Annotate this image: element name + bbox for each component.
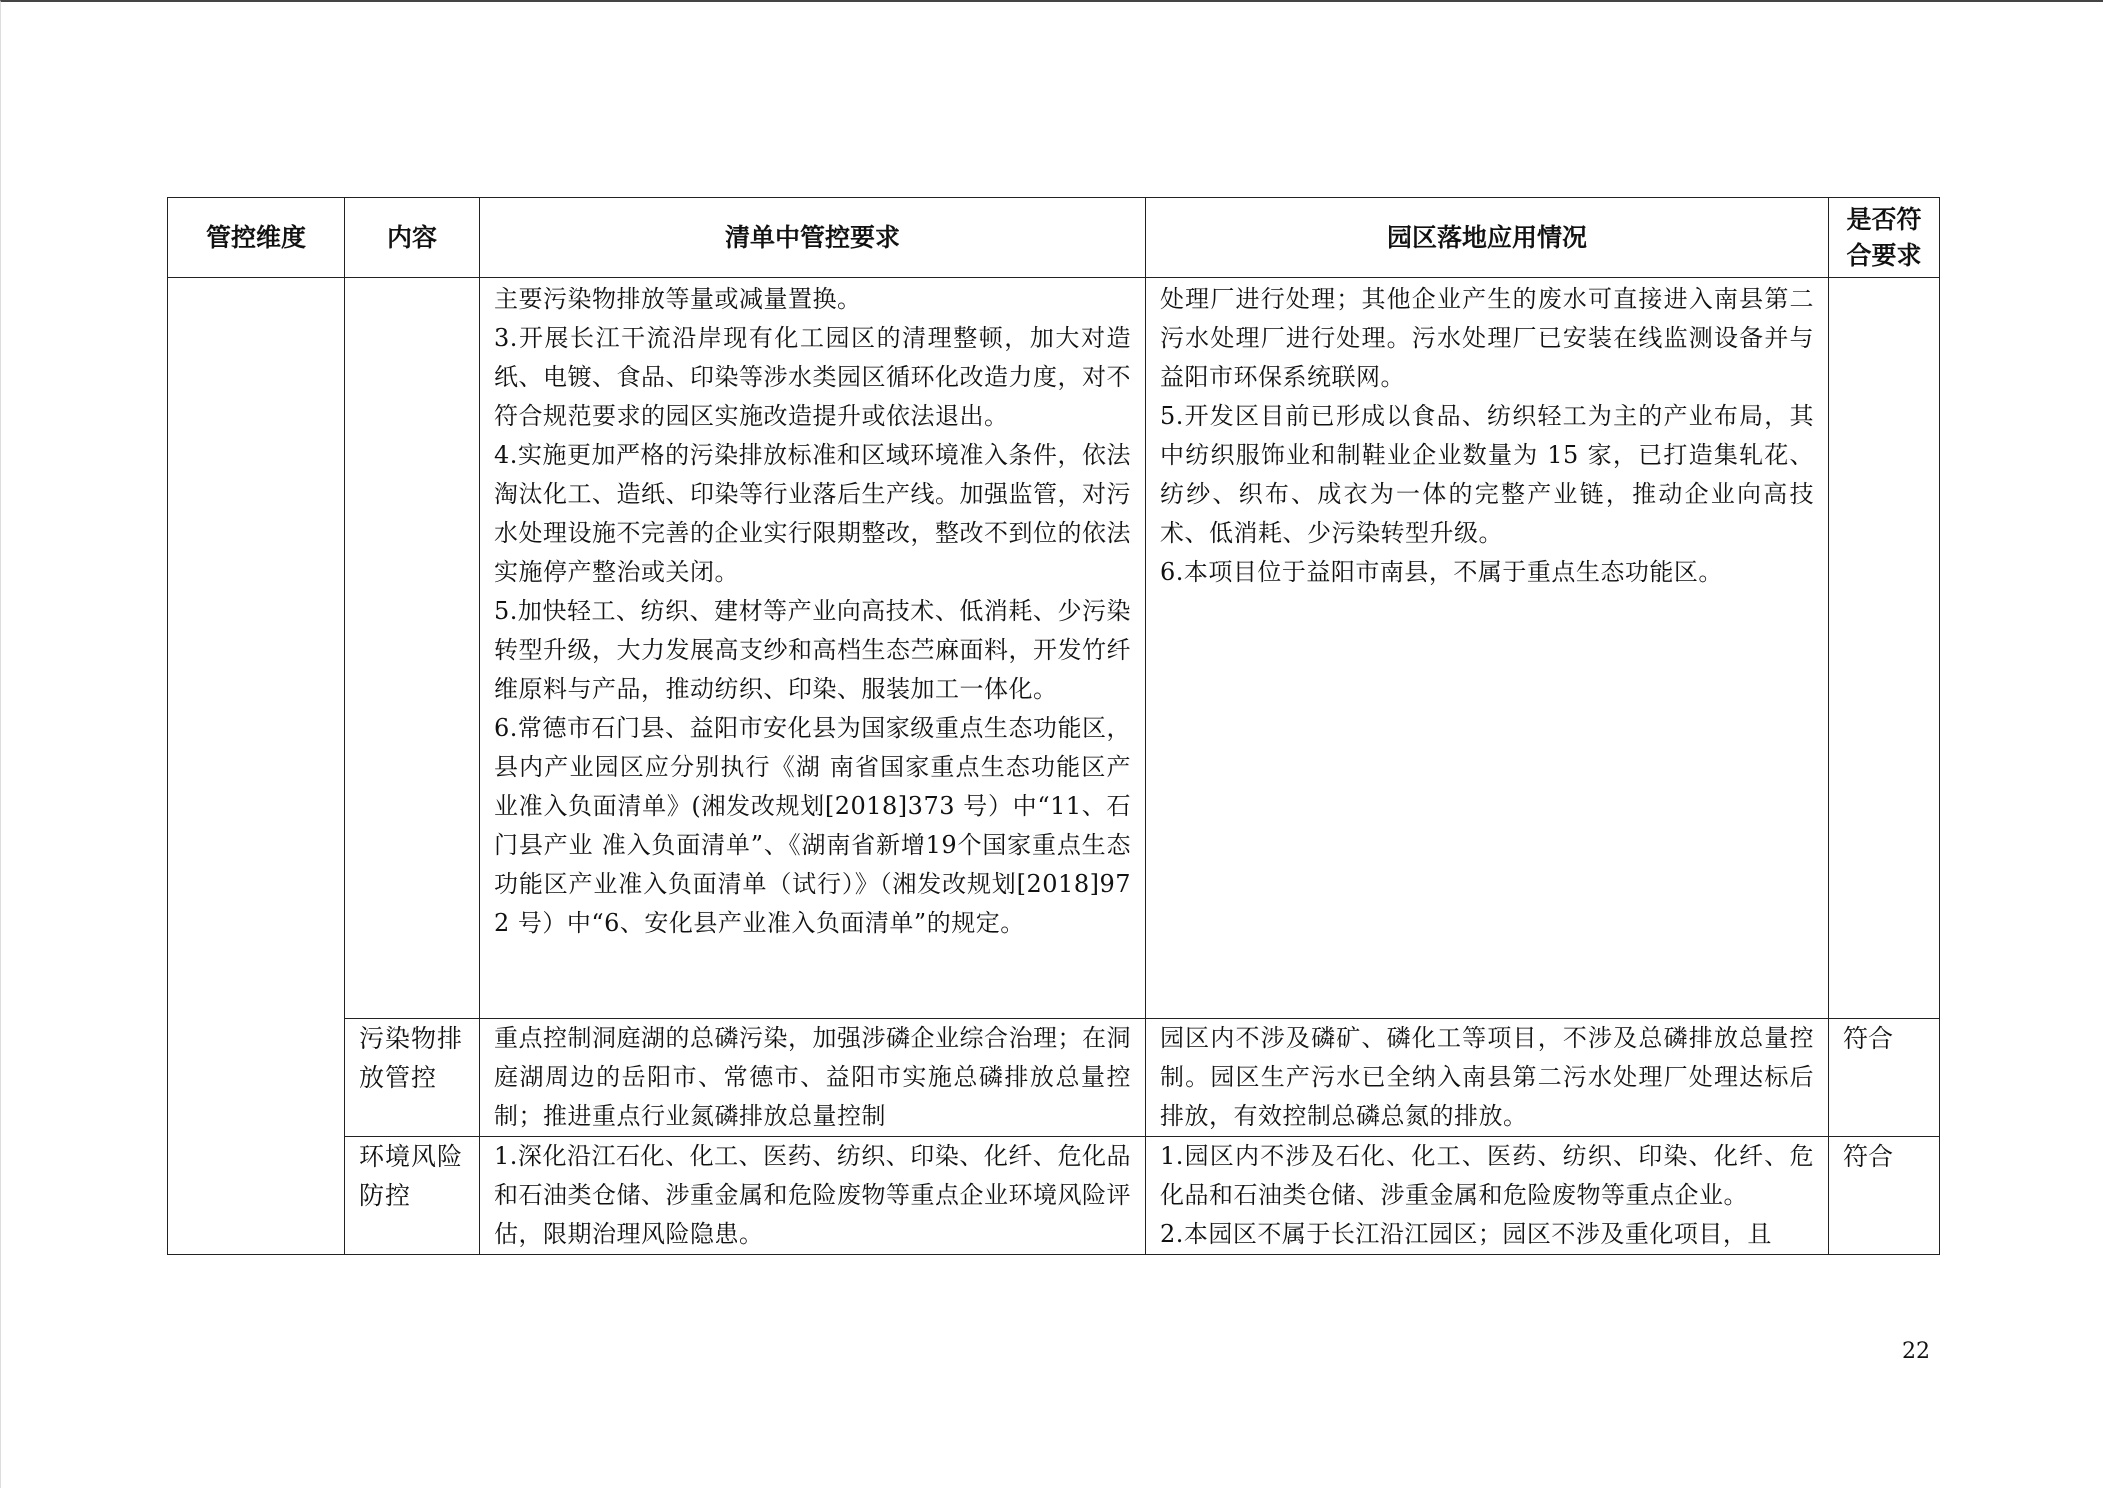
compliance-cell: [1829, 278, 1940, 1019]
compliance-status: 符合: [1843, 1024, 1894, 1053]
application-paragraph: 1.园区内不涉及石化、化工、医药、纺织、印染、化纤、危化品和石油类仓储、涉重金属和危险废物等重点企业。: [1160, 1142, 1814, 1209]
requirement-paragraph: 5.加快轻工、纺织、建材等产业向高技术、低消耗、少污染转型升级，大力发展高支纱和高档生态苎麻面料，开发竹纤维原料与产品，推动纺织、印染、服装加工一体化。: [494, 597, 1131, 703]
requirement-paragraph: 3.开展长江干流沿岸现有化工园区的清理整顿，加大对造纸、电镀、食品、印染等涉水类园区循环化改造力度，对不符合规范要求的园区实施改造提升或依法退出。: [494, 324, 1131, 430]
table-row: [168, 1137, 1940, 1255]
application-paragraph: 园区内不涉及磷矿、磷化工等项目，不涉及总磷排放总量控制。园区生产污水已全纳入南县第二污水处理厂处理达标后排放，有效控制总磷总氮的排放。: [1160, 1024, 1814, 1130]
compliance-cell: [1829, 1137, 1940, 1255]
requirement-paragraph: 主要污染物排放等量或减量置换。: [494, 285, 862, 313]
requirement-paragraph: 重点控制洞庭湖的总磷污染，加强涉磷企业综合治理；在洞庭湖周边的岳阳市、常德市、益阳市实施总磷排放总量控制；推进重点行业氮磷排放总量控制: [494, 1024, 1131, 1130]
table-header-row: [168, 198, 1940, 278]
requirements-cell: [480, 1137, 1146, 1255]
requirements-cell: [480, 1019, 1146, 1137]
content-cell: [345, 278, 480, 1019]
content-cell: 污染物排放管控: [345, 1019, 480, 1137]
header-compliance: 是否符 合要求: [1829, 198, 1940, 278]
page-number: 22: [1902, 1339, 1930, 1364]
header-requirements: 清单中管控要求: [480, 198, 1146, 278]
application-cell: [1146, 1137, 1829, 1255]
header-application: 园区落地应用情况: [1146, 198, 1829, 278]
requirement-paragraph: 6.常德市石门县、益阳市安化县为国家级重点生态功能区，县内产业园区应分别执行《湖 南省国家重点生态功能区产业准入负面清单》(湘发改规划[2018]373 号）中“11、石门县产业 准入负面清单”、《湖南省新增19个国家重点生态功能区产业准入负面清单（试行）》（湘发改规划[2018]972 号）中“6、安化县产业准入负面清单”的规定。: [494, 714, 1131, 937]
control-requirements-table: [167, 197, 1940, 1255]
compliance-status: 符合: [1843, 1142, 1894, 1171]
table-row: [168, 278, 1940, 1019]
compliance-cell: [1829, 1019, 1940, 1137]
header-content: 内容: [345, 198, 480, 278]
dimension-cell: [168, 278, 345, 1255]
requirement-paragraph: 1.深化沿江石化、化工、医药、纺织、印染、化纤、危化品和石油类仓储、涉重金属和危险废物等重点企业环境风险评估，限期治理风险隐患。: [494, 1142, 1131, 1248]
content-cell: 环境风险防控: [345, 1137, 480, 1255]
header-dimension: 管控维度: [168, 198, 345, 278]
requirement-paragraph: 4.实施更加严格的污染排放标准和区域环境准入条件，依法淘汰化工、造纸、印染等行业落后生产线。加强监管，对污水处理设施不完善的企业实行限期整改，整改不到位的依法实施停产整治或关闭。: [494, 441, 1131, 586]
application-paragraph: 6.本项目位于益阳市南县，不属于重点生态功能区。: [1160, 558, 1723, 586]
application-paragraph: 2.本园区不属于长江沿江园区；园区不涉及重化项目，且: [1160, 1220, 1772, 1248]
application-cell: [1146, 278, 1829, 1019]
table-row: [168, 1019, 1940, 1137]
application-paragraph: 处理厂进行处理；其他企业产生的废水可直接进入南县第二污水处理厂进行处理。污水处理厂已安装在线监测设备并与益阳市环保系统联网。: [1160, 285, 1814, 391]
application-cell: [1146, 1019, 1829, 1137]
requirements-cell: [480, 278, 1146, 1019]
application-paragraph: 5.开发区目前已形成以食品、纺织轻工为主的产业布局，其中纺织服饰业和制鞋业企业数量为 15 家，已打造集轧花、纺纱、织布、成衣为一体的完整产业链，推动企业向高技术、低消耗、少污染转型升级。: [1160, 402, 1814, 547]
